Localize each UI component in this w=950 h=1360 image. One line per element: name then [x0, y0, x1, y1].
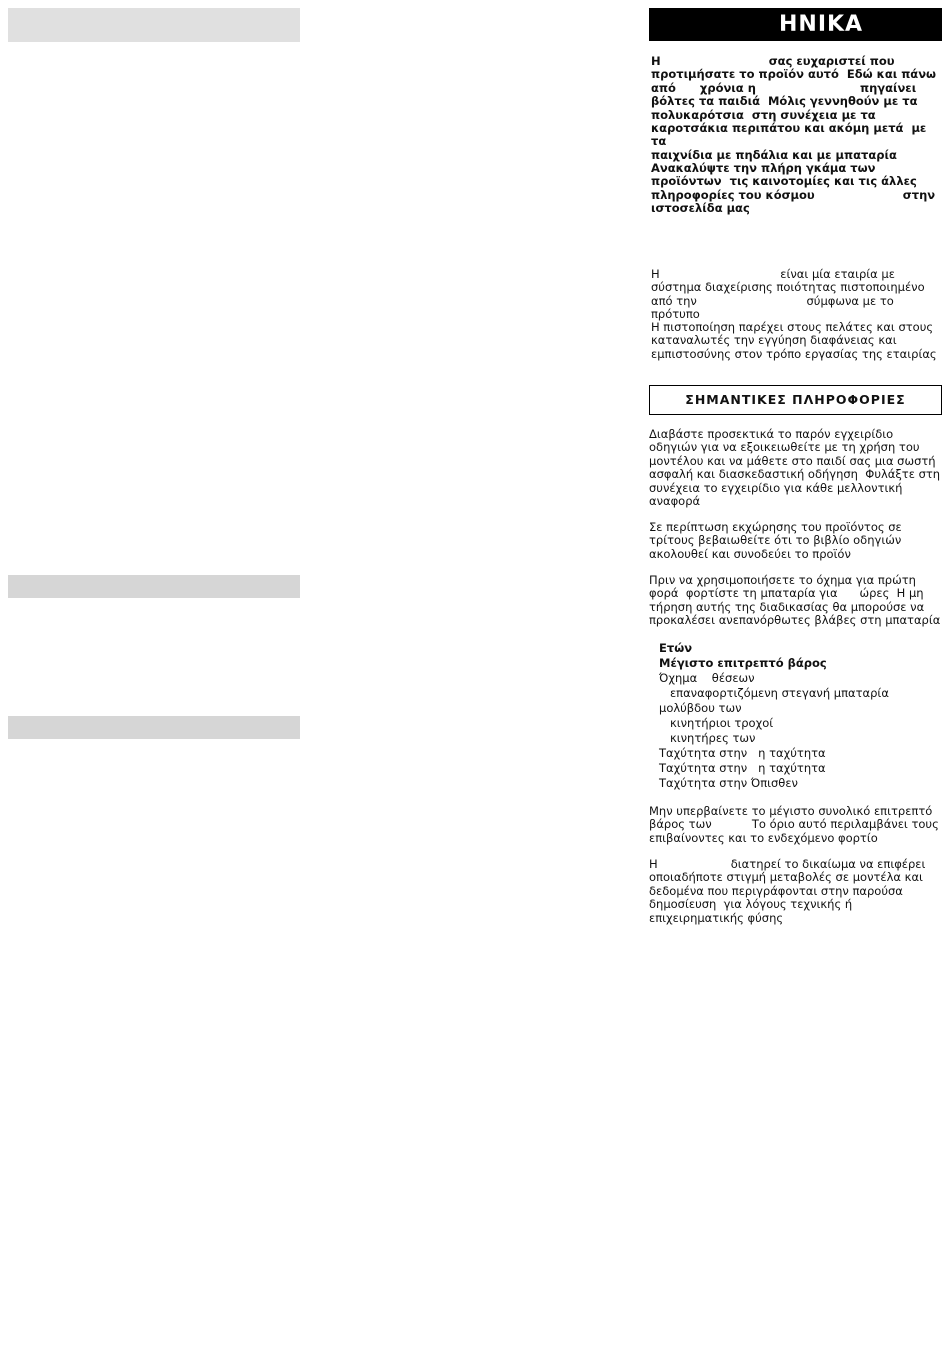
gray-section-bar [8, 716, 300, 739]
spec-item: κινητήριοι τροχοί [659, 716, 774, 730]
spec-item: Ταχύτητα στην η ταχύτητα [659, 761, 826, 775]
spec-item: κινητήρες των [659, 731, 756, 745]
read-manual-paragraph: Διαβάστε προσεκτικά το παρόν εγχειρίδιο οδηγιών για να εξοικειωθείτε με τη χρήση του μοντέλου και να μάθετε στο παιδί σας μια σωστή ασφαλή και διασκεδαστική οδήγηση Φυλάξτε στη συνέχεια το εγχειρίδιο για κάθε μελλοντική αναφορά [649, 427, 941, 509]
page-title [649, 8, 942, 41]
spec-item: μολύβδου των [659, 701, 742, 715]
page-title-text: ΗΝΙΚΑ [779, 12, 864, 37]
intro-thanks-paragraph: Η σας ευχαριστεί που προτιμήσατε το προϊόν αυτό Εδώ και πάνω από χρόνια η πηγαίνει βόλτες τα παιδιά Μόλις γεννηθούν με τα πολυκαρότσια στη συνέχεια με τα καροτσάκια περιπάτου και ακόμη μετά με τα παιχνίδια με πηδάλια και με μπαταρία [651, 54, 937, 162]
rights-paragraph: Η διατηρεί το δικαίωμα να επιφέρει οποιαδήποτε στιγμή μεταβολές σε μοντέλα και δεδομένα που περιγράφονται στην παρούσα δημοσίευση για λόγους τεχνικής ή επιχειρηματικής φύσης [649, 857, 926, 925]
spec-item: Ετών [659, 641, 693, 655]
quality-company-paragraph: Η είναι μία εταιρία με σύστημα διαχείρισης ποιότητας πιστοποιημένο από την σύμφωνα με το πρότυπο [651, 267, 925, 322]
first-charge-paragraph: Πριν να χρησιμοποιήσετε το όχημα για πρώτη φορά φορτίστε τη μπαταρία για ώρες Η μη τήρηση αυτής της διαδικασίας θα μπορούσε να προκαλέσει ανεπανόρθωτες βλάβες στη μπαταρία [649, 573, 941, 628]
gray-section-bar [8, 575, 300, 598]
spec-item: Ταχύτητα στην η ταχύτητα [659, 746, 826, 760]
intro-discover-paragraph: Ανακαλύψτε την πλήρη γκάμα των προϊόντων τις καινοτομίες και τις άλλες πληροφορίες του κόσμου στην ιστοσελίδα μας [651, 161, 936, 216]
gray-title-bar [8, 8, 300, 42]
specs-list [659, 641, 939, 791]
transfer-paragraph: Σε περίπτωση εκχώρησης του προϊόντος σε τρίτους βεβαιωθείτε ότι το βιβλίο οδηγιών ακολουθεί και συνοδεύει το προϊόν [649, 520, 902, 561]
important-info-heading: ΣΗΜΑΝΤΙΚΕΣ ΠΛΗΡΟΦΟΡΙΕΣ [649, 385, 942, 415]
max-weight-paragraph: Μην υπερβαίνετε το μέγιστο συνολικό επιτρεπτό βάρος των Το όριο αυτό περιλαμβάνει τους επιβαίνοντες και το ενδεχόμενο φορτίο [649, 804, 939, 845]
spec-item: επαναφορτιζόμενη στεγανή μπαταρία [659, 686, 889, 700]
spec-item: Ταχύτητα στην Όπισθεν [659, 776, 798, 790]
spec-item: Όχημα θέσεων [659, 671, 755, 685]
quality-certification-paragraph: Η πιστοποίηση παρέχει στους πελάτες και στους καταναλωτές την εγγύηση διαφάνειας και εμπιστοσύνης στον τρόπο εργασίας της εταιρίας [651, 320, 937, 361]
spec-item: Μέγιστο επιτρεπτό βάρος [659, 656, 827, 670]
